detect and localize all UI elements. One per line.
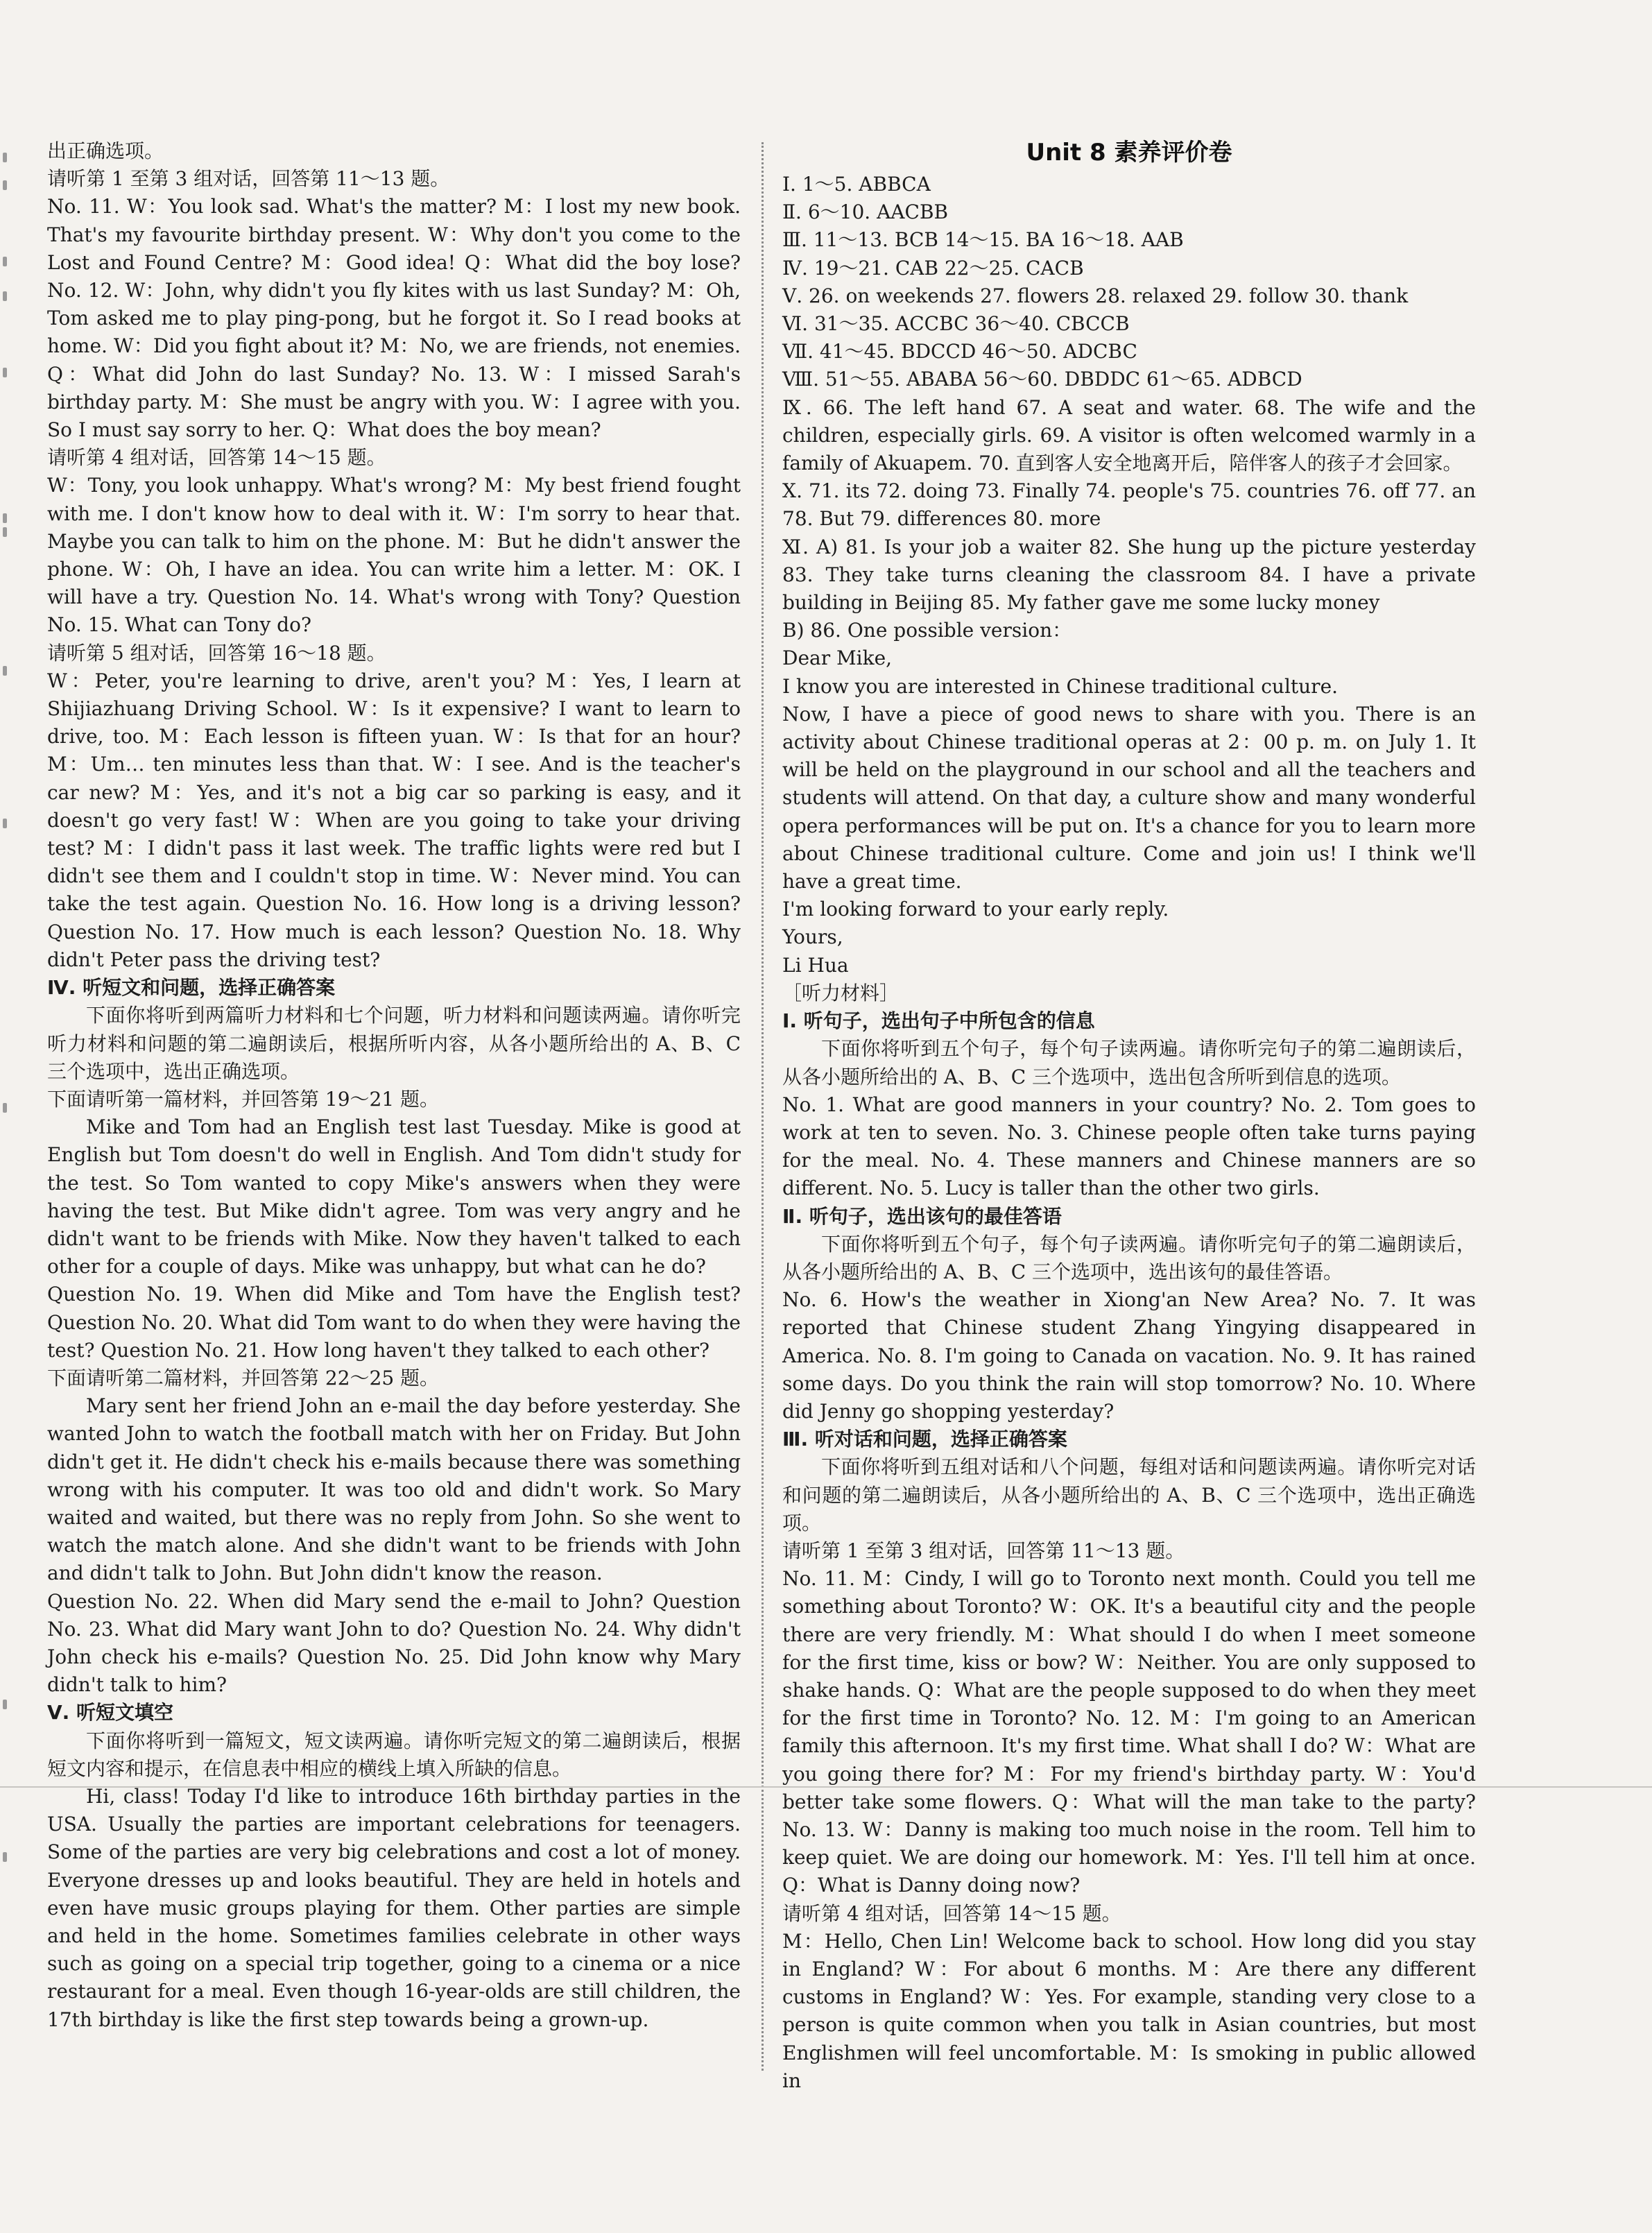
text-line: 请听第 4 组对话，回答第 14～15 题。 xyxy=(47,446,386,470)
dialogue-paragraph: No. 11. W：You look sad. What's the matter? M：I lost my new book. That's my favourite birthday present. W：Why don't you come to the Lost and Found Centre? M：Good idea! Q：What did the boy lose? No. 12. W：John, why didn't you fly kites with us last Sunday? M：Oh, Tom asked me to play ping-pong, but he forgot it. So I read books at home. W：Did you fight about it? M：No, we are friends, not enemies. Q：What did John do last Sunday? No. 13. W：I missed Sarah's birthday party. M：She must be angry with you. W：I agree with you. So I must say sorry to her. Q：What does the boy mean? xyxy=(47,195,741,442)
instruction-paragraph: 下面你将听到五个句子，每个句子读两遍。请你听完句子的第二遍朗读后，从各小题所给出的 A、B、C 三个选项中，选出包含所听到信息的选项。 xyxy=(782,1037,1476,1088)
text-line: 下面请听第一篇材料，并回答第 19～21 题。 xyxy=(47,1087,440,1111)
answer-line: Ⅹ. 71. its 72. doing 73. Finally 74. people's 75. countries 76. off 77. an 78. But 79. differences 80. more xyxy=(782,479,1476,531)
answer-line: Ⅴ. 26. on weekends 27. flowers 28. relaxed 29. follow 30. thank xyxy=(782,284,1409,307)
answer-line: Ⅱ. 6～10. AACBB xyxy=(782,200,949,224)
answer-key xyxy=(782,171,1476,644)
dialogue-paragraph: W：Peter, you're learning to drive, aren't you? M：Yes, I learn at Shijiazhuang Driving School. W：Is it expensive? I want to learn to drive, too. M：Each lesson is fifteen yuan. W：Is that for an hour? M：Um… ten minutes less than that. W：I see. And is the teacher's car new? M：Yes, and it's not a big car so parking is easy, and it doesn't go very fast! W：When are you going to take your driving test? M：I didn't pass it last week. The traffic lights were red but I didn't see them and I couldn't stop in time. W：Never mind. You can take the test again. Question No. 16. How long is a driving lesson? Question No. 17. How much is each lesson? Question No. 18. Why didn't Peter pass the driving test? xyxy=(47,669,741,971)
letter-greeting: Dear Mike, xyxy=(782,647,893,670)
sentence-paragraph: No. 6. How's the weather in Xiong'an New Area? No. 7. It was reported that Chinese student Zhang Yingying disappeared in America. No. 8. I'm going to Canada on vacation. No. 9. It has rained some days. Do you think the rain will stop tomorrow? No. 10. Where did Jenny go shopping yesterday? xyxy=(782,1288,1476,1423)
answer-line: Ⅸ. 66. The left hand 67. A seat and water. 68. The wife and the children, especially girls. 69. A visitor is often welcomed warmly in a family of Akuapem. 70. 直到客人安全地离开后，陪伴客人的孩子才会回家。 xyxy=(782,395,1476,475)
text-line: 出正确选项。 xyxy=(47,139,164,162)
question-paragraph: Question No. 22. When did Mary send the e-mail to John? Question No. 23. What did Mary want John to do? Question No. 24. Why didn't John check his e-mails? Question No. 25. Did John know why Mary didn't talk to him? xyxy=(47,1589,741,1697)
answer-line: Ⅷ. 51～55. ABABA 56～60. DBDDC 61～65. ADBCD xyxy=(782,368,1302,391)
binding-margin-marks xyxy=(1,139,12,2081)
passage-paragraph: Hi, class! Today I'd like to introduce 16th birthday parties in the USA. Usually the parties are important celebrations for teenagers. Some of the parties are very big celebrations and cost a lot of money. Everyone dresses up and looks beautiful. They are held in hotels and even have music groups playing for them. Other parties are simple and held in the home. Sometimes families celebrate in other ways such as going on a special trip together, going to a cinema or a nice restaurant for a meal. Even though 16-year-olds are still children, the 17th birthday is like the first step towards being a grown-up. xyxy=(47,1784,741,2031)
instruction-paragraph: 下面你将听到五组对话和八个问题，每组对话和问题读两遍。请你听完对话和问题的第二遍朗读后，从各小题所给出的 A、B、C 三个选项中，选出正确选项。 xyxy=(782,1455,1476,1534)
section-heading: Ⅱ. 听句子，选出该句的最佳答语 xyxy=(782,1204,1062,1228)
left-column xyxy=(47,137,741,2034)
letter-line: I'm looking forward to your early reply. xyxy=(782,898,1169,921)
instruction-paragraph: 下面你将听到两篇听力材料和七个问题，听力材料和问题读两遍。请你听完听力材料和问题的第二遍朗读后，根据所听内容，从各小题所给出的 A、B、C 三个选项中，选出正确选项。 xyxy=(47,1004,741,1083)
sentence-paragraph: No. 1. What are good manners in your country? No. 2. Tom goes to work at ten to seven. No. 3. Chinese people often take turns paying for the meal. No. 4. These manners and Chinese manners are so different. No. 5. Lucy is taller than the other two girls. xyxy=(782,1093,1476,1200)
answer-line: Ⅵ. 31～35. ACCBC 36～40. CBCCB xyxy=(782,312,1130,336)
passage-paragraph: Mike and Tom had an English test last Tuesday. Mike is good at English but Tom doesn't do well in English. And Tom didn't study for the test. So Tom wanted to copy Mike's answers when they were having the test. But Mike didn't agree. Tom was very angry and he didn't want to be friends with Mike. Now they haven't talked to each other for a couple of days. Mike was unhappy, but what can he do? xyxy=(47,1115,741,1278)
text-line: 下面请听第二篇材料，并回答第 22～25 题。 xyxy=(47,1366,440,1389)
instruction-paragraph: 下面你将听到五个句子，每个句子读两遍。请你听完句子的第二遍朗读后，从各小题所给出的 A、B、C 三个选项中，选出该句的最佳答语。 xyxy=(782,1232,1476,1283)
section-heading: Ⅳ. 听短文和问题，选择正确答案 xyxy=(47,976,336,1000)
text-line: 请听第 1 至第 3 组对话，回答第 11～13 题。 xyxy=(47,167,450,191)
answer-line: Ⅲ. 11～13. BCB 14～15. BA 16～18. AAB xyxy=(782,228,1184,252)
letter-line: I know you are interested in Chinese traditional culture. xyxy=(782,674,1339,698)
question-paragraph: Question No. 19. When did Mike and Tom have the English test? Question No. 20. What did Tom want to do when they were having the test? Question No. 21. How long haven't they talked to each other? xyxy=(47,1283,741,1362)
passage-paragraph: Mary sent her friend John an e-mail the day before yesterday. She wanted John to watch the football match with her on Friday. But John didn't get it. He didn't check his e-mails because there was something wrong with his computer. It was too old and didn't work. So Mary waited and waited, but there was no reply from John. So she went to watch the match alone. And she didn't want to be friends with John and didn't talk to John. But John didn't know the reason. xyxy=(47,1394,741,1585)
section-heading: Ⅰ. 听句子，选出句子中所包含的信息 xyxy=(782,1009,1095,1033)
section-heading: Ⅲ. 听对话和问题，选择正确答案 xyxy=(782,1428,1067,1451)
letter-body: Now, I have a piece of good news to share with you. There is an activity about Chinese traditional operas at 2：00 p. m. on July 1. It will be held on the playground in our school and all the teachers and students will attend. On that day, a culture show and many wonderful opera performances will be put on. It's a chance for you to learn more about Chinese traditional culture. Come and join us! I think we'll have a great time. xyxy=(782,702,1476,893)
dialogue-paragraph: No. 11. M：Cindy, I will go to Toronto next month. Could you tell me something about Toronto? W：OK. It's a beautiful city and the people there are very friendly. M：What should I do when I meet someone for the first time, kiss or bow? W：Neither. You are only supposed to shake hands. Q：What are the people supposed to do when they meet for the first time in Toronto? No. 12. M：I'm going to an American family this afternoon. It's my first time. What shall I do? W：What are you going there for? M：For my friend's birthday party. W：You'd better take some flowers. Q：What will the man take to the party? No. 13. W：Danny is making too much noise in the room. Tell him to keep quiet. We are doing our homework. M：Yes. I'll tell him at once. Q：What is Danny doing now? xyxy=(782,1567,1476,1897)
column-divider xyxy=(762,142,764,2071)
letter-signature: Li Hua xyxy=(782,953,849,977)
letter-closing: Yours, xyxy=(782,925,843,949)
text-line: 请听第 4 组对话，回答第 14～15 题。 xyxy=(782,1901,1121,1925)
text-line: 请听第 1 至第 3 组对话，回答第 11～13 题。 xyxy=(782,1539,1185,1562)
instruction-paragraph: 下面你将听到一篇短文，短文读两遍。请你听完短文的第二遍朗读后，根据短文内容和提示，在信息表中相应的横线上填入所缺的信息。 xyxy=(47,1729,741,1780)
right-column xyxy=(782,137,1476,2095)
answer-line: B) 86. One possible version： xyxy=(782,619,1072,642)
dialogue-paragraph: W：Tony, you look unhappy. What's wrong? M：My best friend fought with me. I don't know how to deal with it. W：I'm sorry to hear that. Maybe you can talk to him on the phone. M：But he didn't answer the phone. W：Oh, I have an idea. You can write him a letter. M：OK. I will have a try. Question No. 14. What's wrong with Tony? Question No. 15. What can Tony do? xyxy=(47,474,741,637)
answer-line: Ⅳ. 19～21. CAB 22～25. CACB xyxy=(782,256,1084,280)
answer-line: Ⅰ. 1～5. ABBCA xyxy=(782,173,931,196)
answer-line: Ⅺ. A) 81. Is your job a waiter 82. She hung up the picture yesterday 83. They take turns cleaning the classroom 84. I have a private building in Beijing 85. My father gave me some lucky money xyxy=(782,535,1476,615)
listening-transcript xyxy=(782,979,1476,2095)
answer-line: Ⅶ. 41～45. BDCCD 46～50. ADCBC xyxy=(782,340,1137,363)
sample-letter xyxy=(782,644,1476,979)
dialogue-paragraph: M：Hello, Chen Lin! Welcome back to school. How long did you stay in England? W：For about 6 months. M：Are there any different customs in England? W：Yes. For example, standing very close to a person is quite common when you talk in Asian countries, but most Englishmen will feel uncomfortable. M：Is smoking in public allowed in xyxy=(782,1929,1476,2092)
unit-title: Unit 8 素养评价卷 xyxy=(1026,139,1232,166)
section-heading: Ⅴ. 听短文填空 xyxy=(47,1701,174,1725)
transcript-label: ［听力材料］ xyxy=(782,981,900,1004)
text-line: 请听第 5 组对话，回答第 16～18 题。 xyxy=(47,641,386,665)
